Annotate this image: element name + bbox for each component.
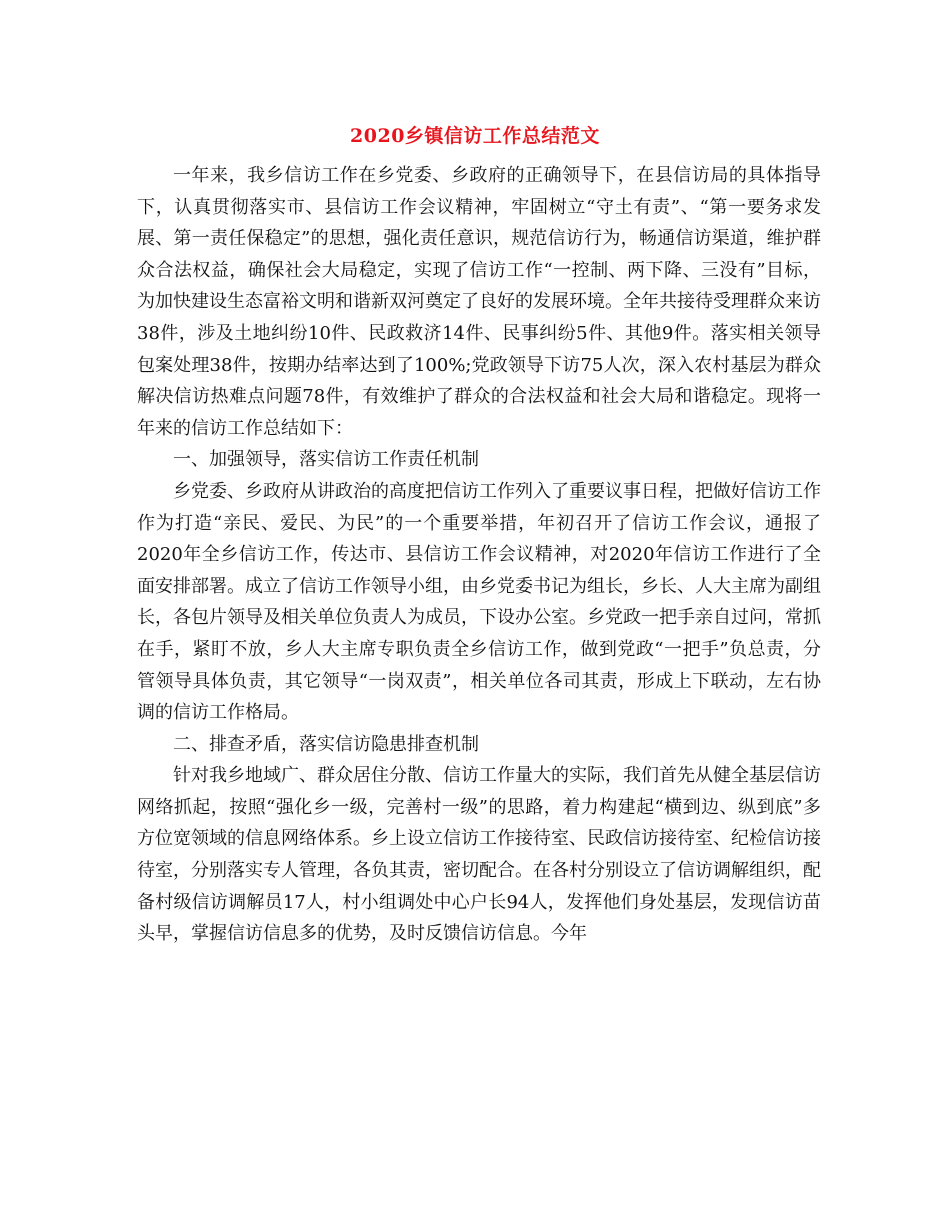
paragraph-section-2: 针对我乡地域广、群众居住分散、信访工作量大的实际，我们首先从健全基层信访网络抓起，按照“强化乡一级，完善村一级”的思路，着力构建起“横到边、纵到底”多方位宽领域的信息网络体系。乡上设立信访工作接待室、民政信访接待室、纪检信访接待室，分别落实专人管理，各负其责，密切配合。在各村分别设立了信访调解组织，配备村级信访调解员17人，村小组调处中心户长94人，发挥他们身处基层，发现信访苗头早，掌握信访信息多的优势，及时反馈信访信息。今年 (137, 765, 821, 945)
section-heading-1: 一、加强领导，落实信访工作责任机制 (173, 449, 479, 471)
section-heading-2: 二、排查矛盾，落实信访隐患排查机制 (173, 733, 479, 755)
paragraph-section-1: 乡党委、乡政府从讲政治的高度把信访工作列入了重要议事日程，把做好信访工作作为打造“亲民、爱民、为民”的一个重要举措，年初召开了信访工作会议，通报了2020年全乡信访工作，传达市、县信访工作会议精神，对2020年信访工作进行了全面安排部署。成立了信访工作领导小组，由乡党委书记为组长，乡长、人大主席为副组长，各包片领导及相关单位负责人为成员，下设办公室。乡党政一把手亲自过问，常抓在手，紧盯不放，乡人大主席专职负责全乡信访工作，做到党政“一把手”负总责，分管领导具体负责，其它领导“一岗双责”，相关单位各司其责，形成上下联动，左右协调的信访工作格局。 (137, 480, 821, 724)
document-title: 2020乡镇信访工作总结范文 (350, 125, 600, 147)
document-body (137, 160, 821, 950)
paragraph-intro: 一年来，我乡信访工作在乡党委、乡政府的正确领导下，在县信访局的具体指导下，认真贯彻落实市、县信访工作会议精神，牢固树立“守土有责”、“第一要务求发展、第一责任保稳定”的思想，强化责任意识，规范信访行为，畅通信访渠道，维护群众合法权益，确保社会大局稳定，实现了信访工作“一控制、两下降、三没有”目标，为加快建设生态富裕文明和谐新双河奠定了良好的发展环境。全年共接待受理群众来访38件，涉及土地纠纷10件、民政救济14件、民事纠纷5件、其他9件。落实相关领导包案处理38件，按期办结率达到了100%;党政领导下访75人次，深入农村基层为群众解决信访热难点问题78件，有效维护了群众的合法权益和社会大局和谐稳定。现将一年来的信访工作总结如下： (137, 165, 821, 439)
